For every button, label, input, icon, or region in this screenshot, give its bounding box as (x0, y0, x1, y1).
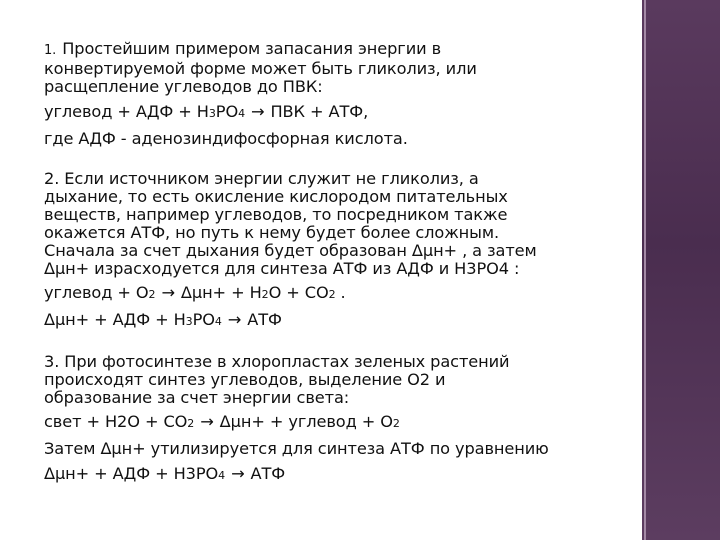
p2-eq1-part-b: Δμн+ + Н (180, 283, 262, 302)
p1-eq-part-a: углевод + АДФ + Н (44, 102, 209, 121)
p2-eq2-part-c: АТФ (247, 310, 282, 329)
p1-line-2: конвертируемой форме может быть гликолиз, или (44, 59, 477, 78)
p2-eq2-arrow: → (227, 310, 242, 329)
p2-line-6: Δμн+ израсходуется для синтеза АТФ из АДФ и Н3РО4 : (44, 259, 520, 278)
p2-eq1-arrow: → (161, 283, 175, 302)
p3-eq2-sub-a: 4 (218, 469, 226, 482)
p3-line-3: образование за счет энергии света: (44, 388, 350, 407)
p2-line-5: Сначала за счет дыхания будет образован Δμн+ , а затем (44, 241, 537, 260)
p3-eq1-sub-b: 2 (392, 417, 400, 430)
p1-line-3: расщепление углеводов до ПВК: (44, 77, 323, 96)
p3-eq1-sub-a: 2 (187, 417, 195, 430)
p1-eq-part-c: ПВК + АТФ, (270, 102, 369, 121)
sidebar-divider (644, 0, 646, 540)
p1-equation (44, 103, 634, 123)
p1-eq-sub-a: 3 (208, 107, 216, 120)
p2-eq2-sub-b: 4 (214, 315, 222, 328)
p3-eq1-arrow: → (200, 412, 214, 431)
paragraph-photosynthesis (44, 353, 634, 485)
p3-line-5: Затем Δμн+ утилизируется для синтеза АТФ по уравнению (44, 439, 549, 458)
p3-eq1-part-b: Δμн+ + углевод + О (219, 412, 393, 431)
p2-equation-2 (44, 311, 634, 331)
p2-eq1-sub-c: 2 (328, 288, 336, 301)
p3-eq2-part-a: Δμн+ + АДФ + Н3РО (44, 464, 219, 483)
p1-line-1 (44, 40, 634, 60)
p3-eq2-part-c: АТФ (250, 464, 286, 483)
p2-line-3: веществ, например углеводов, то посредником также (44, 205, 508, 224)
p2-equation-1 (44, 284, 634, 304)
p2-eq2-sub-a: 3 (185, 315, 193, 328)
p2-line-1: 2. Если источником энергии служит не гликолиз, а (44, 169, 479, 188)
p1-number: 1. (44, 43, 57, 58)
p3-eq2-arrow: → (231, 464, 245, 483)
p3-equation-1 (44, 413, 634, 433)
decorative-sidebar (642, 0, 720, 540)
p2-eq1-sub-b: 2 (261, 288, 269, 301)
p3-line-1: 3. При фотосинтезе в хлоропластах зеленых растений (44, 352, 510, 371)
p3-eq1-part-a: свет + Н2О + СО (44, 412, 188, 431)
p2-eq1-part-d: . (335, 283, 346, 302)
p2-eq1-part-c: О + СО (268, 283, 329, 302)
p3-equation-2 (44, 465, 634, 485)
p2-line-4: окажется АТФ, но путь к нему будет более сложным. (44, 223, 499, 242)
paragraph-glycolysis (44, 40, 634, 148)
p2-line-2: дыхание, то есть окисление кислородом питательных (44, 187, 508, 206)
p1-text-1: Простейшим примером запасания энергии в (62, 39, 442, 58)
p2-eq2-part-a: Δμн+ + АДФ + Н (44, 310, 186, 329)
p2-eq2-part-b: РО (192, 310, 215, 329)
p1-line-5: где АДФ - аденозиндифосфорная кислота. (44, 129, 408, 148)
p1-eq-sub-b: 4 (238, 107, 245, 120)
p1-eq-arrow: → (251, 102, 265, 121)
p3-line-2: происходят синтез углеводов, выделение О2 и (44, 370, 446, 389)
slide-content (44, 40, 634, 485)
p2-eq1-part-a: углевод + О (44, 283, 149, 302)
p1-eq-part-b: РО (215, 102, 239, 121)
paragraph-respiration (44, 170, 634, 331)
p2-eq1-sub-a: 2 (148, 288, 156, 301)
